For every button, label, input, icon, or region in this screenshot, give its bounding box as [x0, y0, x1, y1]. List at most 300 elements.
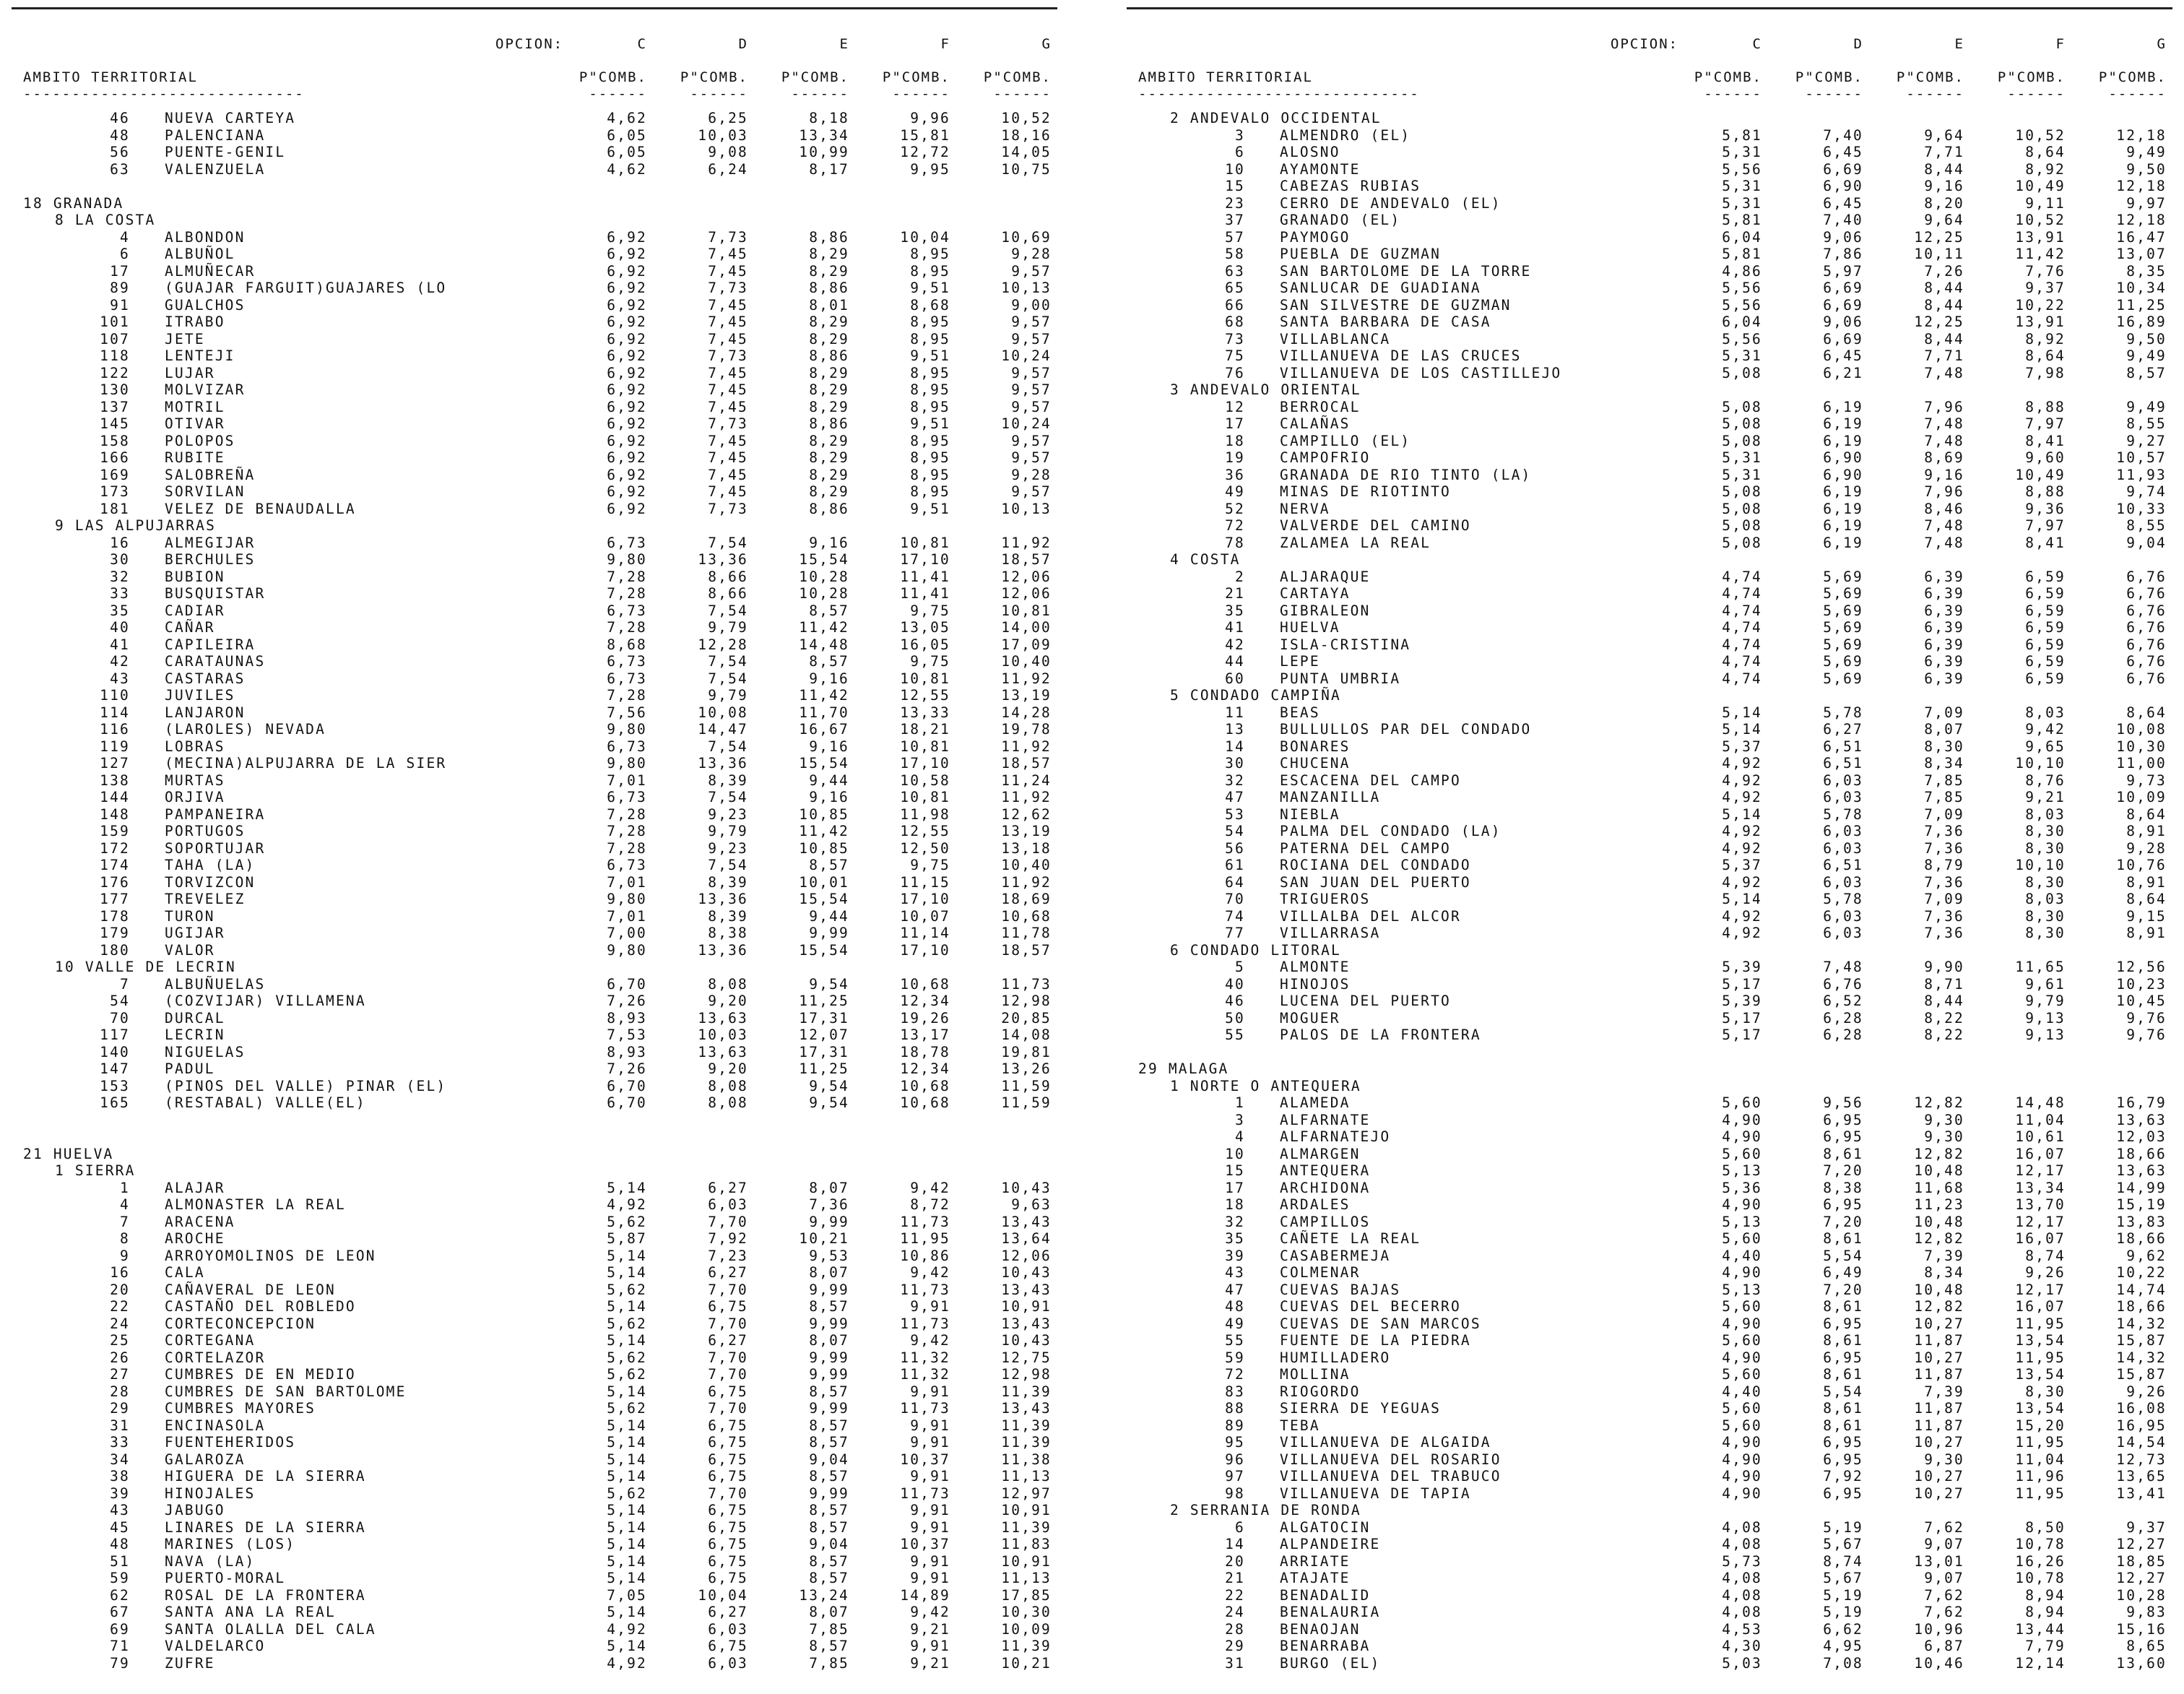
- value-cell: 16,07: [2015, 1145, 2066, 1162]
- comarca-label: 10 VALLE DE LECRIN: [55, 959, 236, 975]
- municipio-code: 21: [1225, 585, 1245, 602]
- value-cell: 8,76: [2025, 772, 2066, 789]
- value-cell: 12,72: [900, 144, 950, 160]
- value-cell: 5,39: [1722, 959, 1762, 975]
- value-cell: 6,27: [708, 1332, 748, 1349]
- province-label: 21 HUELVA: [23, 1145, 114, 1162]
- value-cell: 10,04: [900, 228, 950, 246]
- value-cell: 9,79: [2025, 993, 2066, 1009]
- table-row: [12, 687, 1073, 704]
- value-cell: 6,03: [1823, 823, 1863, 839]
- municipio-name: RUBITE: [165, 449, 225, 466]
- value-cell: 4,90: [1722, 1264, 1762, 1281]
- value-cell: 13,01: [1914, 1552, 1964, 1570]
- municipio-code: 40: [110, 619, 130, 636]
- table-row: [12, 1400, 1073, 1417]
- municipio-name: TAHA (LA): [165, 857, 256, 873]
- table-row: [1127, 1146, 2184, 1163]
- value-cell: 9,99: [809, 1485, 849, 1502]
- municipio-name: ALAMEDA: [1280, 1094, 1351, 1111]
- value-cell: 14,48: [2015, 1094, 2066, 1111]
- value-cell: 7,62: [1924, 1518, 1964, 1536]
- province-heading: [12, 195, 1073, 212]
- value-cell: 8,66: [708, 585, 748, 602]
- value-cell: 13,64: [1001, 1230, 1052, 1247]
- table-row: [1127, 1010, 2184, 1027]
- municipio-code: 173: [100, 483, 130, 500]
- table-row: [1127, 789, 2184, 806]
- value-cell: 8,95: [910, 381, 950, 398]
- value-cell: 9,91: [910, 1638, 950, 1654]
- table-row: [1127, 874, 2184, 891]
- municipio-code: 60: [1225, 670, 1245, 687]
- municipio-code: 32: [1225, 772, 1245, 789]
- value-cell: 10,96: [1914, 1620, 1964, 1638]
- municipio-name: ORJIVA: [165, 789, 225, 805]
- value-cell: 10,48: [1914, 1213, 1964, 1230]
- table-row: [1127, 1298, 2184, 1315]
- title-underline: -----------------------------: [1138, 86, 1420, 102]
- comarca-label: 1 NORTE O ANTEQUERA: [1170, 1077, 1361, 1094]
- municipio-code: 16: [110, 1264, 130, 1281]
- table-row: [12, 585, 1073, 602]
- value-cell: 15,87: [2116, 1366, 2167, 1383]
- value-cell: 9,21: [910, 1620, 950, 1638]
- municipio-name: PALOS DE LA FRONTERA: [1280, 1027, 1481, 1043]
- value-cell: 6,73: [607, 653, 647, 670]
- municipio-code: 98: [1225, 1485, 1245, 1502]
- value-cell: 8,30: [2025, 907, 2066, 925]
- value-cell: 15,54: [799, 551, 849, 568]
- ambito-title: AMBITO TERRITORIAL: [23, 69, 198, 85]
- table-row: [1127, 619, 2184, 636]
- municipio-code: 24: [110, 1315, 130, 1332]
- municipio-code: 7: [120, 1213, 130, 1230]
- municipio-name: VILLANUEVA DEL ROSARIO: [1280, 1451, 1502, 1468]
- value-cell: 6,92: [607, 246, 647, 262]
- table-row: [1127, 483, 2184, 501]
- value-cell: 8,30: [1924, 738, 1964, 755]
- value-cell: 9,50: [2126, 160, 2167, 178]
- value-cell: 9,21: [910, 1654, 950, 1672]
- table-row: [12, 1315, 1073, 1333]
- value-cell: 4,74: [1722, 670, 1762, 687]
- table-row: [12, 331, 1073, 348]
- municipio-code: 35: [1225, 1230, 1245, 1247]
- value-cell: 11,87: [1914, 1366, 1964, 1383]
- value-cell: 12,17: [2015, 1213, 2066, 1230]
- value-cell: 13,54: [2015, 1400, 2066, 1417]
- table-row: [1127, 297, 2184, 314]
- value-cell: 7,70: [708, 1400, 748, 1417]
- table-row: [1127, 1112, 2184, 1129]
- value-cell: 7,56: [607, 704, 647, 721]
- table-row: [12, 501, 1073, 518]
- value-cell: 5,17: [1722, 1027, 1762, 1043]
- table-row: [12, 636, 1073, 654]
- table-row: [12, 1298, 1073, 1315]
- value-cell: 5,14: [607, 1383, 647, 1400]
- table-row: [1127, 1282, 2184, 1299]
- value-cell: 10,78: [2015, 1570, 2066, 1586]
- value-cell: 9,54: [809, 1094, 849, 1111]
- municipio-code: 107: [100, 330, 130, 347]
- value-cell: 9,75: [910, 653, 950, 670]
- value-cell: 8,61: [1823, 1145, 1863, 1162]
- value-cell: 9,91: [910, 1417, 950, 1434]
- value-cell: 11,04: [2015, 1111, 2066, 1128]
- value-cell: 6,70: [607, 975, 647, 993]
- value-cell: 10,86: [900, 1247, 950, 1264]
- value-cell: 5,78: [1823, 891, 1863, 907]
- opcion-label: OPCION:: [1611, 36, 1679, 52]
- value-cell: 8,29: [809, 262, 849, 280]
- value-cell: 18,57: [1001, 941, 1052, 959]
- municipio-code: 17: [1225, 415, 1245, 432]
- municipio-name: CAMPILLO (EL): [1280, 432, 1411, 449]
- value-cell: 8,69: [1924, 449, 1964, 466]
- value-cell: 7,70: [708, 1213, 748, 1230]
- value-cell: 7,71: [1924, 347, 1964, 364]
- value-cell: 7,26: [1924, 262, 1964, 280]
- value-cell: 7,36: [1924, 925, 1964, 941]
- value-cell: 9,91: [910, 1570, 950, 1586]
- value-cell: 10,85: [799, 805, 849, 823]
- municipio-name: CUEVAS DEL BECERRO: [1280, 1298, 1461, 1315]
- value-cell: 7,70: [708, 1485, 748, 1502]
- option-c: C: [1752, 36, 1762, 52]
- value-cell: 8,44: [1924, 296, 1964, 314]
- municipio-code: 6: [1235, 1518, 1245, 1536]
- value-cell: 7,26: [607, 1060, 647, 1077]
- value-cell: 6,75: [708, 1468, 748, 1485]
- value-cell: 9,51: [910, 415, 950, 432]
- municipio-name: PUENTE-GENIL: [165, 144, 286, 160]
- value-cell: 11,98: [900, 805, 950, 823]
- value-cell: 5,14: [607, 1332, 647, 1349]
- value-cell: 6,75: [708, 1536, 748, 1552]
- municipio-code: 18: [1225, 1196, 1245, 1213]
- value-cell: 6,75: [708, 1298, 748, 1315]
- value-cell: 10,13: [1001, 500, 1052, 517]
- comarca-label: 1 SIERRA: [55, 1162, 136, 1179]
- value-cell: 8,38: [708, 925, 748, 941]
- value-cell: 6,75: [708, 1502, 748, 1518]
- value-cell: 5,62: [607, 1400, 647, 1417]
- option-d: D: [738, 36, 748, 52]
- value-cell: 6,03: [1823, 873, 1863, 891]
- municipio-name: ZALAMEA LA REAL: [1280, 534, 1431, 551]
- value-cell: 5,14: [607, 1298, 647, 1315]
- table-row: [12, 942, 1073, 959]
- value-cell: 13,19: [1001, 823, 1052, 839]
- value-cell: 6,19: [1823, 534, 1863, 551]
- value-cell: 5,62: [607, 1485, 647, 1502]
- value-cell: 9,42: [910, 1179, 950, 1196]
- value-cell: 7,45: [708, 449, 748, 466]
- value-cell: 10,04: [698, 1586, 748, 1604]
- value-cell: 8,30: [2025, 823, 2066, 839]
- value-cell: 6,25: [708, 110, 748, 126]
- value-cell: 6,03: [1823, 907, 1863, 925]
- value-cell: 9,83: [2126, 1604, 2167, 1620]
- value-cell: 6,95: [1823, 1349, 1863, 1366]
- value-cell: 9,16: [1924, 178, 1964, 194]
- value-cell: 7,54: [708, 653, 748, 670]
- value-cell: 6,27: [708, 1264, 748, 1281]
- municipio-name: ALFARNATEJO: [1280, 1128, 1391, 1145]
- title-underline: -----------------------------: [23, 86, 305, 102]
- value-cell: 12,97: [1001, 1485, 1052, 1502]
- value-cell: 8,29: [809, 364, 849, 381]
- table-row: [1127, 704, 2184, 722]
- value-cell: 9,26: [2126, 1383, 2167, 1400]
- value-cell: 10,30: [1001, 1604, 1052, 1620]
- value-cell: 8,39: [708, 772, 748, 789]
- comarca-label: 3 ANDEVALO ORIENTAL: [1170, 381, 1361, 398]
- value-cell: 10,21: [1001, 1654, 1052, 1672]
- municipio-code: 14: [1225, 1536, 1245, 1552]
- value-cell: 5,14: [607, 1638, 647, 1654]
- municipio-code: 46: [110, 110, 130, 126]
- value-cell: 10,37: [900, 1451, 950, 1468]
- municipio-code: 25: [110, 1332, 130, 1349]
- value-cell: 8,91: [2126, 873, 2167, 891]
- value-cell: 9,23: [708, 839, 748, 857]
- value-cell: 6,75: [708, 1638, 748, 1654]
- value-cell: 9,07: [1924, 1536, 1964, 1552]
- value-cell: 6,45: [1823, 347, 1863, 364]
- municipio-name: MARINES (LOS): [165, 1536, 296, 1552]
- value-cell: 6,49: [1823, 1264, 1863, 1281]
- table-row: [12, 891, 1073, 908]
- value-cell: 4,92: [1722, 789, 1762, 805]
- table-row: [1127, 636, 2184, 654]
- col-label: P"COMB.: [781, 69, 849, 85]
- value-cell: 8,39: [708, 873, 748, 891]
- value-cell: 4,92: [607, 1620, 647, 1638]
- value-cell: 13,36: [698, 891, 748, 907]
- value-cell: 7,09: [1924, 704, 1964, 721]
- municipio-name: ZUFRE: [165, 1654, 215, 1672]
- municipio-code: 4: [120, 1196, 130, 1213]
- table-row: [1127, 1128, 2184, 1146]
- municipio-name: SORVILAN: [165, 483, 246, 500]
- municipio-name: ARRIATE: [1280, 1552, 1351, 1570]
- table-row: [12, 1230, 1073, 1248]
- table-row: [1127, 1366, 2184, 1383]
- value-cell: 4,74: [1722, 602, 1762, 619]
- value-cell: 6,76: [2126, 585, 2167, 602]
- municipio-code: 24: [1225, 1604, 1245, 1620]
- municipio-code: 101: [100, 314, 130, 330]
- value-cell: 8,92: [2025, 330, 2066, 347]
- value-cell: 6,92: [607, 398, 647, 415]
- value-cell: 10,10: [2015, 857, 2066, 873]
- value-cell: 5,69: [1823, 636, 1863, 653]
- comarca-label: 2 SERRANIA DE RONDA: [1170, 1502, 1361, 1518]
- municipio-name: VALDELARCO: [165, 1638, 266, 1654]
- municipio-name: MOLVIZAR: [165, 381, 246, 398]
- value-cell: 19,81: [1001, 1043, 1052, 1060]
- value-cell: 5,56: [1722, 330, 1762, 347]
- table-row: [12, 755, 1073, 772]
- value-cell: 11,59: [1001, 1077, 1052, 1094]
- value-cell: 14,54: [2116, 1434, 2167, 1451]
- value-cell: 11,92: [1001, 789, 1052, 805]
- value-cell: 11,95: [2015, 1315, 2066, 1332]
- value-cell: 4,74: [1722, 636, 1762, 653]
- comarca-heading: [1127, 1502, 2184, 1519]
- value-cell: 4,92: [1722, 839, 1762, 857]
- municipio-name: ALBONDON: [165, 228, 246, 246]
- value-cell: 9,04: [809, 1451, 849, 1468]
- municipio-code: 78: [1225, 534, 1245, 551]
- municipio-name: BONARES: [1280, 738, 1351, 755]
- value-cell: 8,07: [809, 1264, 849, 1281]
- value-cell: 8,29: [809, 381, 849, 398]
- value-cell: 11,92: [1001, 738, 1052, 755]
- value-cell: 12,62: [1001, 805, 1052, 823]
- value-cell: 5,67: [1823, 1570, 1863, 1586]
- value-cell: 10,69: [1001, 228, 1052, 246]
- value-cell: 10,43: [1001, 1332, 1052, 1349]
- value-cell: 6,92: [607, 330, 647, 347]
- table-row: [12, 144, 1073, 161]
- value-cell: 11,78: [1001, 925, 1052, 941]
- value-cell: 13,18: [1001, 839, 1052, 857]
- municipio-name: VALVERDE DEL CAMINO: [1280, 517, 1471, 534]
- municipio-name: (PINOS DEL VALLE) PINAR (EL): [165, 1077, 447, 1094]
- municipio-code: 48: [1225, 1298, 1245, 1315]
- municipio-name: ROCIANA DEL CONDADO: [1280, 857, 1471, 873]
- table-row: [1127, 1196, 2184, 1214]
- value-cell: 9,37: [2025, 280, 2066, 296]
- value-cell: 10,09: [2116, 789, 2167, 805]
- opcion-label: OPCION:: [495, 36, 564, 52]
- value-cell: 6,95: [1823, 1485, 1863, 1502]
- municipio-name: HUMILLADERO: [1280, 1349, 1391, 1366]
- option-c: C: [637, 36, 647, 52]
- value-cell: 11,96: [2015, 1468, 2066, 1485]
- value-cell: 12,27: [2116, 1536, 2167, 1552]
- value-cell: 15,20: [2015, 1417, 2066, 1434]
- value-cell: 4,90: [1722, 1196, 1762, 1213]
- municipio-name: ALBUÑOL: [165, 246, 235, 262]
- value-cell: 11,95: [2015, 1434, 2066, 1451]
- municipio-name: BENAOJAN: [1280, 1620, 1361, 1638]
- municipio-name: (RESTABAL) VALLE(EL): [165, 1094, 366, 1111]
- value-cell: 12,98: [1001, 1366, 1052, 1383]
- value-cell: 9,06: [1823, 228, 1863, 246]
- value-cell: 6,95: [1823, 1196, 1863, 1213]
- value-cell: 6,51: [1823, 857, 1863, 873]
- value-cell: 9,57: [1011, 314, 1052, 330]
- table-row: [12, 1451, 1073, 1469]
- municipio-code: 59: [110, 1570, 130, 1586]
- value-cell: 5,56: [1722, 280, 1762, 296]
- value-cell: 14,28: [1001, 704, 1052, 721]
- municipio-code: 72: [1225, 1366, 1245, 1383]
- col-underline: ------: [1906, 86, 1964, 102]
- municipio-code: 35: [1225, 602, 1245, 619]
- table-row: [12, 365, 1073, 382]
- municipio-name: LANJARON: [165, 704, 246, 721]
- value-cell: 7,96: [1924, 398, 1964, 415]
- value-cell: 9,28: [1011, 466, 1052, 483]
- comarca-heading: [12, 1162, 1073, 1180]
- municipio-name: ARCHIDONA: [1280, 1179, 1371, 1196]
- value-cell: 7,28: [607, 619, 647, 636]
- value-cell: 6,39: [1924, 568, 1964, 585]
- value-cell: 9,57: [1011, 483, 1052, 500]
- value-cell: 4,90: [1722, 1349, 1762, 1366]
- municipio-name: CAÑAR: [165, 619, 215, 636]
- value-cell: 6,75: [708, 1383, 748, 1400]
- value-cell: 8,57: [809, 1518, 849, 1536]
- value-cell: 9,30: [1924, 1111, 1964, 1128]
- municipio-code: 83: [1225, 1383, 1245, 1400]
- value-cell: 10,99: [799, 144, 849, 160]
- municipio-code: 4: [120, 228, 130, 246]
- value-cell: 15,19: [2116, 1196, 2167, 1213]
- value-cell: 7,70: [708, 1349, 748, 1366]
- value-cell: 6,70: [607, 1077, 647, 1094]
- municipio-name: SANTA BARBARA DE CASA: [1280, 314, 1491, 330]
- municipio-code: 127: [100, 755, 130, 772]
- value-cell: 12,56: [2116, 959, 2167, 975]
- value-cell: 8,30: [2025, 1383, 2066, 1400]
- value-cell: 5,31: [1722, 144, 1762, 160]
- value-cell: 16,05: [900, 636, 950, 653]
- value-cell: 7,28: [607, 585, 647, 602]
- value-cell: 10,24: [1001, 415, 1052, 432]
- value-cell: 9,99: [809, 1213, 849, 1230]
- value-cell: 12,17: [2015, 1281, 2066, 1298]
- value-cell: 5,31: [1722, 347, 1762, 364]
- value-cell: 7,71: [1924, 144, 1964, 160]
- value-cell: 8,57: [809, 653, 849, 670]
- table-row: [12, 993, 1073, 1010]
- value-cell: 7,70: [708, 1315, 748, 1332]
- table-row: [1127, 1315, 2184, 1333]
- col-underline: ------: [993, 86, 1052, 102]
- value-cell: 4,92: [1722, 925, 1762, 941]
- value-cell: 11,92: [1001, 873, 1052, 891]
- municipio-code: 17: [1225, 1179, 1245, 1196]
- value-cell: 10,03: [698, 126, 748, 144]
- col-underline: ------: [1704, 86, 1762, 102]
- value-cell: 7,01: [607, 772, 647, 789]
- value-cell: 9,42: [910, 1332, 950, 1349]
- value-cell: 10,40: [1001, 857, 1052, 873]
- value-cell: 20,85: [1001, 1009, 1052, 1027]
- table-rows-left: [12, 110, 1073, 1672]
- value-cell: 9,80: [607, 551, 647, 568]
- table-row: [12, 602, 1073, 620]
- municipio-code: 7: [120, 975, 130, 993]
- value-cell: 6,03: [1823, 772, 1863, 789]
- municipio-name: GIBRALEON: [1280, 602, 1371, 619]
- table-row: [12, 857, 1073, 874]
- table-row: [12, 1060, 1073, 1078]
- table-row: [12, 1638, 1073, 1655]
- value-cell: 12,28: [698, 636, 748, 653]
- comarca-heading: [1127, 110, 2184, 127]
- value-cell: 6,92: [607, 364, 647, 381]
- value-cell: 5,19: [1823, 1518, 1863, 1536]
- municipio-code: 63: [110, 160, 130, 178]
